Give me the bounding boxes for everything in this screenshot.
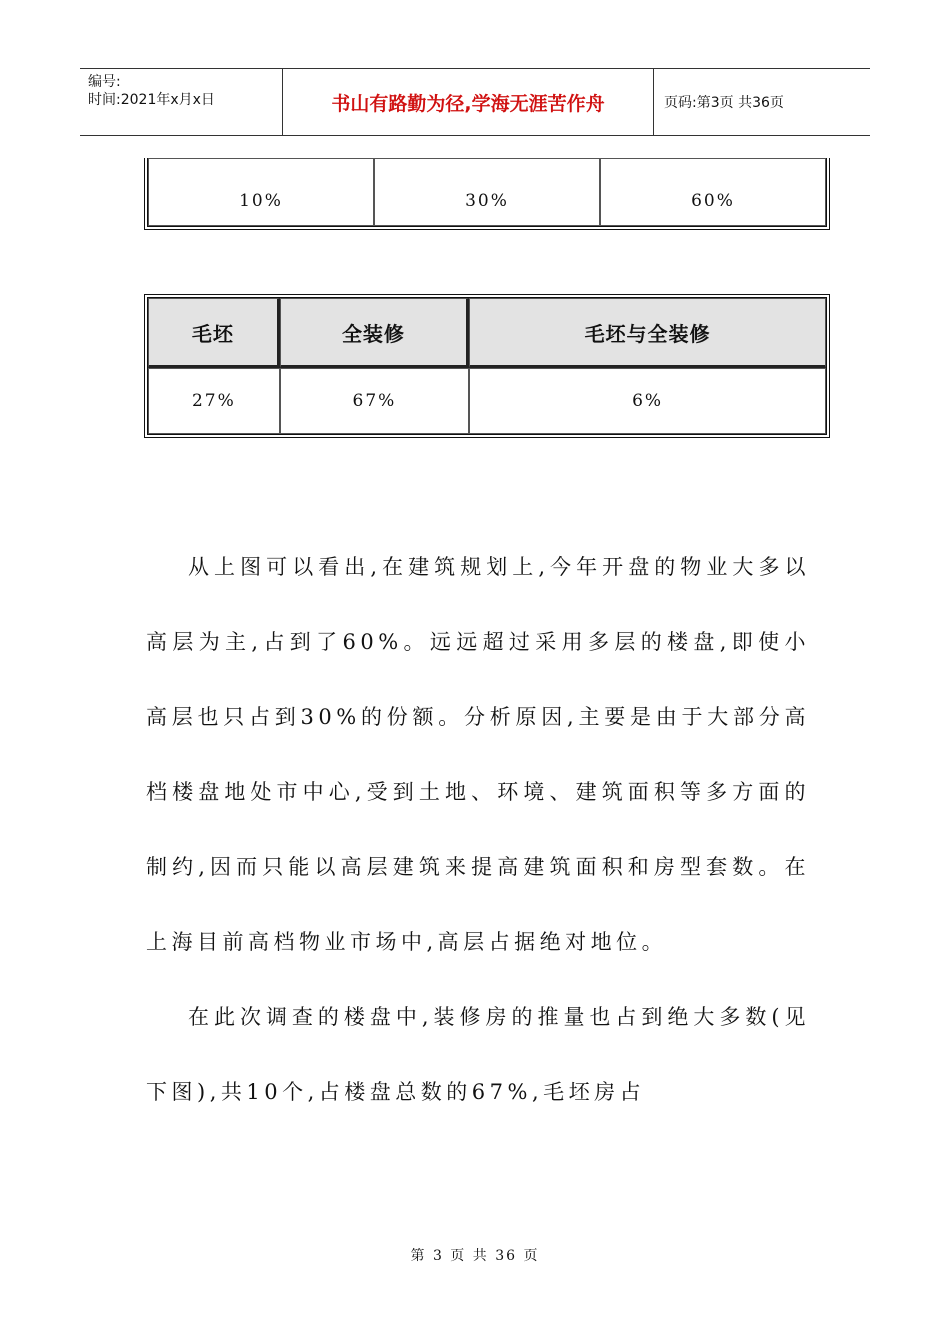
table-cell: 6%	[469, 368, 826, 434]
table-cell: 60%	[600, 158, 826, 226]
paragraph: 在此次调查的楼盘中,装修房的推量也占到绝大多数(见下图),共10个,占楼盘总数的67%,毛坯房占	[146, 1005, 810, 1104]
header-meta	[80, 69, 283, 135]
table-row	[148, 368, 826, 434]
header-page-number	[664, 69, 870, 135]
table-cell: 67%	[280, 368, 469, 434]
table-cell: 10%	[148, 158, 374, 226]
table-header-row	[148, 298, 826, 368]
document-date: 时间:2021年x月x日	[88, 92, 215, 108]
building-type-table	[144, 158, 830, 230]
paragraph: 从上图可以看出,在建筑规划上,今年开盘的物业大多以高层为主,占到了60%。远远超过采用多层的楼盘,即使小高层也只占到30%的份额。分析原因,主要是由于大部分高档楼盘地处市中心,受到土地、环境、建筑面积等多方面的制约,因而只能以高层建筑来提高建筑面积和房型套数。在上海目前高档物业市场中,高层占据绝对地位。	[146, 555, 810, 954]
table-header-cell: 毛坯与全装修	[469, 298, 826, 368]
page-footer: 第 3 页 共 36 页	[410, 1248, 540, 1264]
table-header-cell: 全装修	[280, 298, 469, 368]
table-row	[148, 158, 826, 226]
decoration-type-table	[144, 294, 830, 438]
table-header-cell: 毛坯	[148, 298, 280, 368]
table-cell: 30%	[374, 158, 600, 226]
header-motto: 书山有路勤为径,学海无涯苦作舟	[283, 69, 654, 135]
page-header	[80, 68, 870, 136]
table-cell: 27%	[148, 368, 280, 434]
document-number: 编号:	[88, 74, 121, 90]
header-page-label: 页码:第3页 共36页	[664, 95, 784, 111]
body-text	[146, 530, 810, 1130]
